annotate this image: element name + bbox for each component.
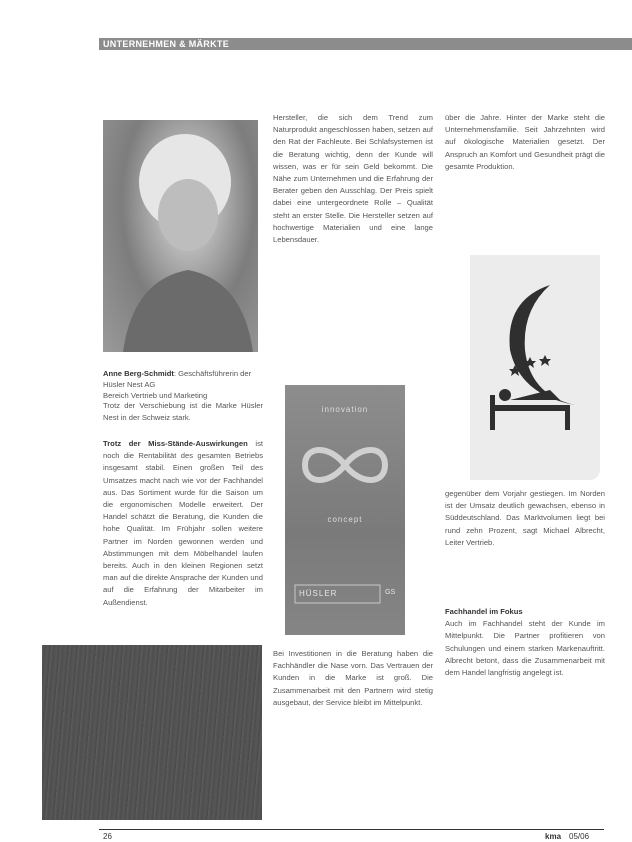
col3-middle: gegenüber dem Vorjahr gestiegen. Im Norden ist der Umsatz deutlich gewachsen, ebenso in Süddeutschland. Das Marktvolumen liegt bei rund zehn Prozent, sagt Michael Albrecht, Leiter Vertrieb. [445,489,605,547]
col2-body: Hersteller, die sich dem Trend zum Naturprodukt angeschlossen haben, setzen auf den Rat der Fachleute. Bei Schlafsystemen ist die Beratung wichtig, denn der Kunde will wissen, was er für sein Geld bekommt. Die Nähe zum Unternehmen und die Erfahrung der Berater geben den Ausschlag. Der Preis spielt dabei eine untergeordnete Rolle – Qualität steht an erster Stelle. Die Hersteller setzen auf hochwertige Materialien und eine lange Lebensdauer. [273,113,433,245]
moon-bed-icon [470,255,600,480]
product-badge: GS [385,589,396,596]
product-package [285,385,405,635]
wood-texture-photo [42,645,262,820]
page-number: 26 [103,832,112,841]
product-top-text: innovation [321,405,369,414]
portrait-photo [103,120,258,352]
col3-top: über die Jahre. Hinter der Marke steht die Unternehmensfamilie. Seit Jahrzehnten wird auf ökologische Materialien gesetzt. Der Anspruch an Komfort und Gesundheit prägt die gesamte Produktion. [445,113,605,171]
product-bottom-text: concept [327,515,363,524]
column-1-intro [103,400,263,424]
issue-number: 05/06 [569,832,590,841]
col3-bottom: Auch im Fachhandel steht der Kunde im Mittelpunkt. Die Partner profitieren von Schulungen und einem starken Markenauftritt. Albrecht betont, dass die Zusammenarbeit mit dem Handel langfristig angelegt ist. [445,619,605,678]
col2-bottom: Bei Investitionen in die Beratung haben die Fachhändler die Nase vorn. Das Vertrauen der Kunden in die Marke ist groß. Die Zusammenarbeit mit den Partnern wird stetig ausgebaut, der Service bleibt im Mittelpunkt. [273,649,433,707]
caption-role: Geschäftsführerin der Hüsler Nest AG [103,369,252,389]
caption-line2: Bereich Vertrieb und Marketing [103,391,208,400]
col3-heading: Fachhandel im Fokus [445,607,523,616]
col1-lead: Trotz der Miss-Stände-Auswirkungen [103,439,248,448]
col1-body: ist noch die Rentabilität des gesamten Betriebs insgesamt stabil. Einen großen Teil des Umsatzes macht nach wie vor der Fachhandel aus. Das Sortiment wurde für die Saison um die ergonomischen Modelle erweitert. Der Handel schätzt die Beratung, die Kunden die hohe Qualität. Im Frühjahr sollen weitere Partner im Norden gewonnen werden und Abstimmungen mit dem Möbelhandel laufen bereits. Auch in den kleinen Regionen setzt man auf die direkte Ansprache der Kunden und auf die Erfahrung der Mitarbeiter im Außendienst. [103,439,263,607]
portrait-caption: Anne Berg-Schmidt: Geschäftsführerin der Hüsler Nest AG Bereich Vertrieb und Marketing [103,368,263,401]
product-brand: HÜSLER [299,589,338,598]
column-3-middle [445,488,605,593]
caption-name: Anne Berg-Schmidt [103,369,174,378]
bed-logo-panel [470,255,600,480]
column-3-top [445,112,605,232]
magazine-name: kma [545,832,562,841]
section-title: UNTERNEHMEN & MÄRKTE [103,39,229,49]
column-2-bottom [273,648,433,818]
column-3-bottom [445,606,605,821]
column-2-top [273,112,433,372]
footer-rule [99,829,604,830]
column-1-body [103,438,263,638]
col1-intro: Trotz der Verschiebung ist die Marke Hüsler Nest in der Schweiz stark. [103,401,263,423]
portrait-figure [103,120,258,352]
